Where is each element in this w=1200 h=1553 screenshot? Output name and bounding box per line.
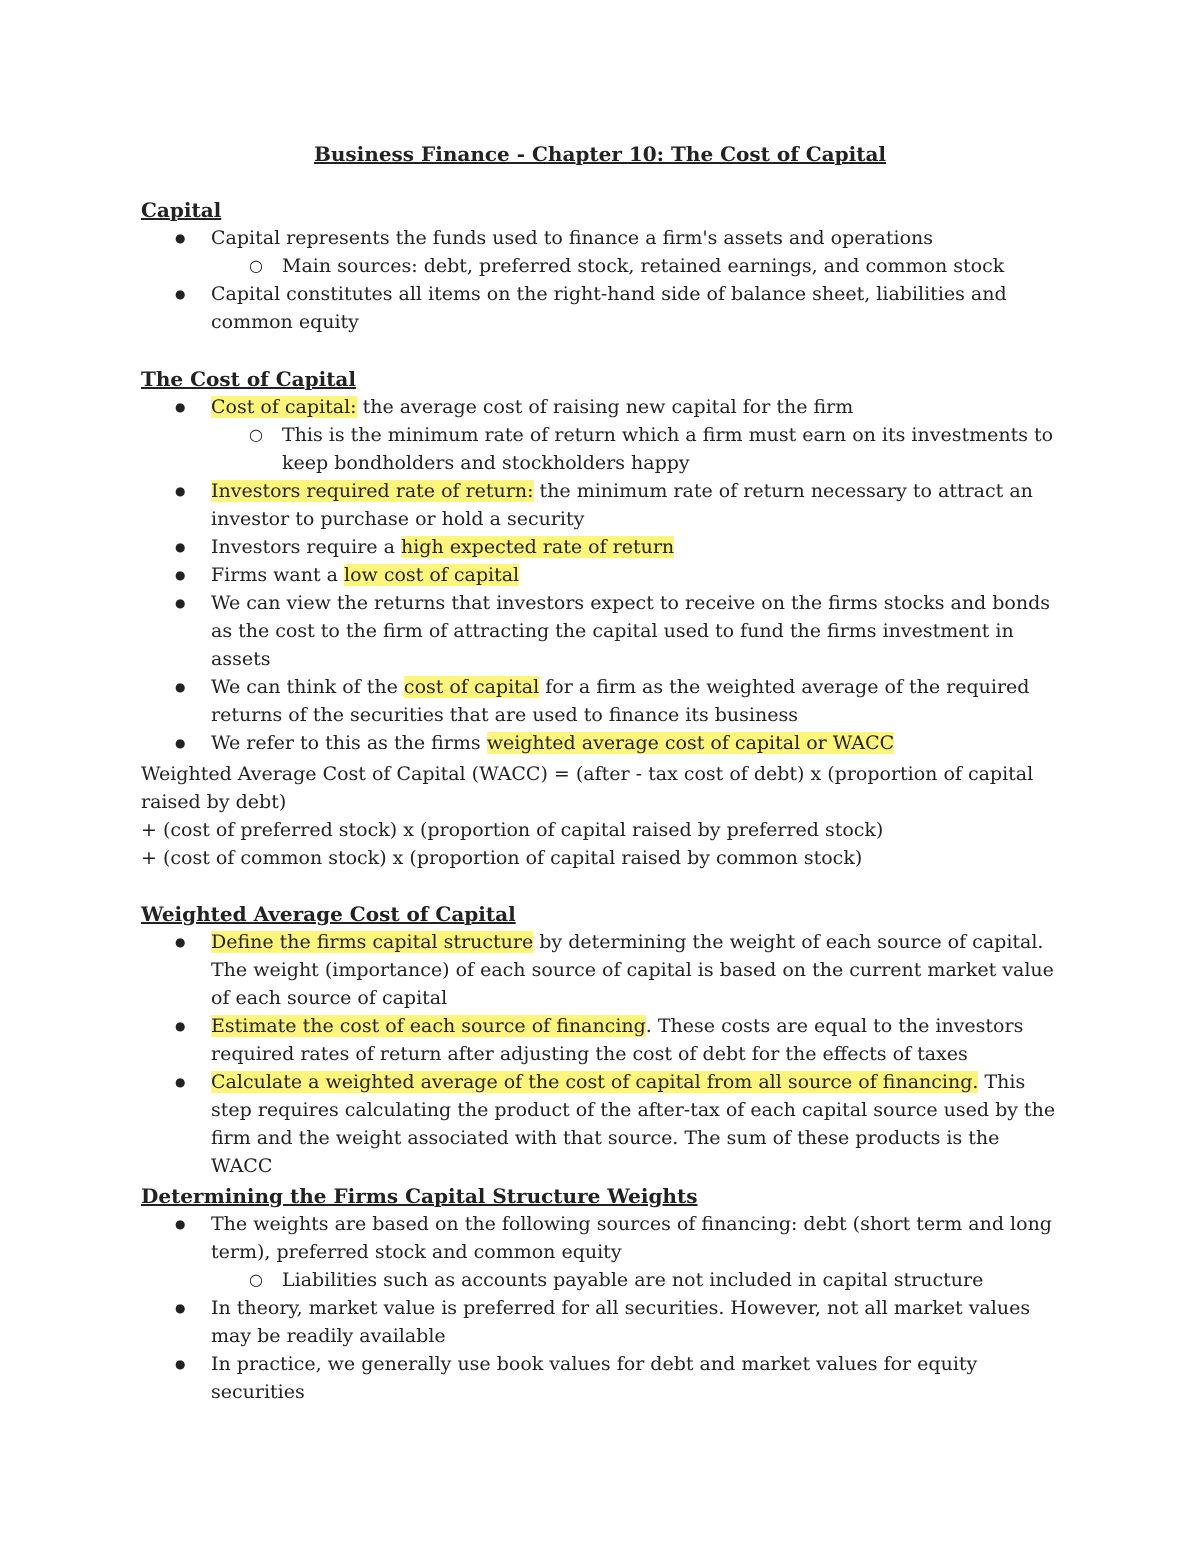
bullet-circle-icon: ○ [249,1270,263,1289]
section-heading: Capital [141,198,222,222]
section-cost-of-capital [141,365,1061,757]
wacc-formula [141,760,1061,872]
highlighted-term: Calculate a weighted average of the cost of capital from all source of financing. [211,1071,979,1093]
section-capital [141,196,1061,336]
formula-line: + (cost of common stock) x (proportion of capital raised by common stock) [141,847,863,869]
list-item: ● Cost of capital: the average cost of raising new capital for the firm [141,393,1061,421]
list-item: ● Estimate the cost of each source of financing. These costs are equal to the investors required rates of return after adjusting the cost of debt for the effects of taxes [141,1012,1061,1068]
bullet-dot-icon: ● [175,1301,186,1315]
list-item: ● Capital constitutes all items on the right-hand side of balance sheet, liabilities and common equity [141,280,1061,336]
list-item: ● In theory, market value is preferred for all securities. However, not all market values may be readily available [141,1294,1061,1350]
formula-line: Weighted Average Cost of Capital (WACC) = (after - tax cost of debt) x (proportion of capital raised by debt) [141,763,1034,813]
list-item: ● We refer to this as the firms weighted average cost of capital or WACC [141,729,1061,757]
bullet-dot-icon: ● [175,1075,186,1089]
bullet-dot-icon: ● [175,1217,186,1231]
list-item: ● We can view the returns that investors expect to receive on the firms stocks and bonds as the cost to the firm of attracting the capital used to fund the firms investment in assets [141,589,1061,673]
highlighted-term: Investors required rate of return: [211,480,534,502]
formula-line: + (cost of preferred stock) x (proportion of capital raised by preferred stock) [141,819,884,841]
bullet-dot-icon: ● [175,1019,186,1033]
list-item: ● Calculate a weighted average of the cost of capital from all source of financing. This step requires calculating the product of the after-tax of each capital source used by the firm and the weight associated with that source. The sum of these products is the WACC [141,1068,1061,1180]
list-item: ○ This is the minimum rate of return which a firm must earn on its investments to keep bondholders and stockholders happy [141,421,1061,477]
list-item: ○ Main sources: debt, preferred stock, retained earnings, and common stock [141,252,1061,280]
list-item: ● Investors required rate of return: the minimum rate of return necessary to attract an investor to purchase or hold a security [141,477,1061,533]
highlighted-term: low cost of capital [344,564,520,586]
bullet-dot-icon: ● [175,231,186,245]
highlighted-term: Cost of capital: [211,396,357,418]
bullet-circle-icon: ○ [249,425,263,444]
highlighted-term: high expected rate of return [400,536,675,558]
highlighted-term: weighted average cost of capital or WACC [486,732,895,754]
bullet-dot-icon: ● [175,680,186,694]
page-title: Business Finance - Chapter 10: The Cost of Capital [313,142,887,166]
highlighted-term: cost of capital [403,676,540,698]
bullet-list [141,224,1061,336]
list-item: ● In practice, we generally use book values for debt and market values for equity securities [141,1350,1061,1406]
list-item: ● Define the firms capital structure by determining the weight of each source of capital. The weight (importance) of each source of capital is based on the current market value of each source of capital [141,928,1061,1012]
highlighted-term: Estimate the cost of each source of financing [211,1015,646,1037]
bullet-circle-icon: ○ [249,256,263,275]
list-item: ○ Liabilities such as accounts payable are not included in capital structure [141,1266,1061,1294]
list-item: ● Capital represents the funds used to finance a firm's assets and operations [141,224,1061,252]
list-item: ● We can think of the cost of capital for a firm as the weighted average of the required returns of the securities that are used to finance its business [141,673,1061,729]
bullet-list [141,928,1061,1180]
list-item: ● Investors require a high expected rate of return [141,533,1061,561]
bullet-dot-icon: ● [175,1357,186,1371]
section-heading: The Cost of Capital [141,367,356,391]
bullet-dot-icon: ● [175,484,186,498]
bullet-dot-icon: ● [175,540,186,554]
bullet-list [141,393,1061,757]
section-wacc [141,900,1061,1180]
bullet-dot-icon: ● [175,287,186,301]
bullet-dot-icon: ● [175,935,186,949]
bullet-list [141,1210,1061,1406]
bullet-dot-icon: ● [175,736,186,750]
list-item: ● The weights are based on the following sources of financing: debt (short term and long term), preferred stock and common equity [141,1210,1061,1266]
bullet-dot-icon: ● [175,568,186,582]
highlighted-term: Define the firms capital structure [211,931,534,953]
bullet-dot-icon: ● [175,596,186,610]
section-heading: Weighted Average Cost of Capital [141,902,516,926]
section-heading: Determining the Firms Capital Structure Weights [141,1184,698,1208]
bullet-dot-icon: ● [175,400,186,414]
list-item: ● Firms want a low cost of capital [141,561,1061,589]
section-capital-structure-weights [141,1182,1061,1406]
